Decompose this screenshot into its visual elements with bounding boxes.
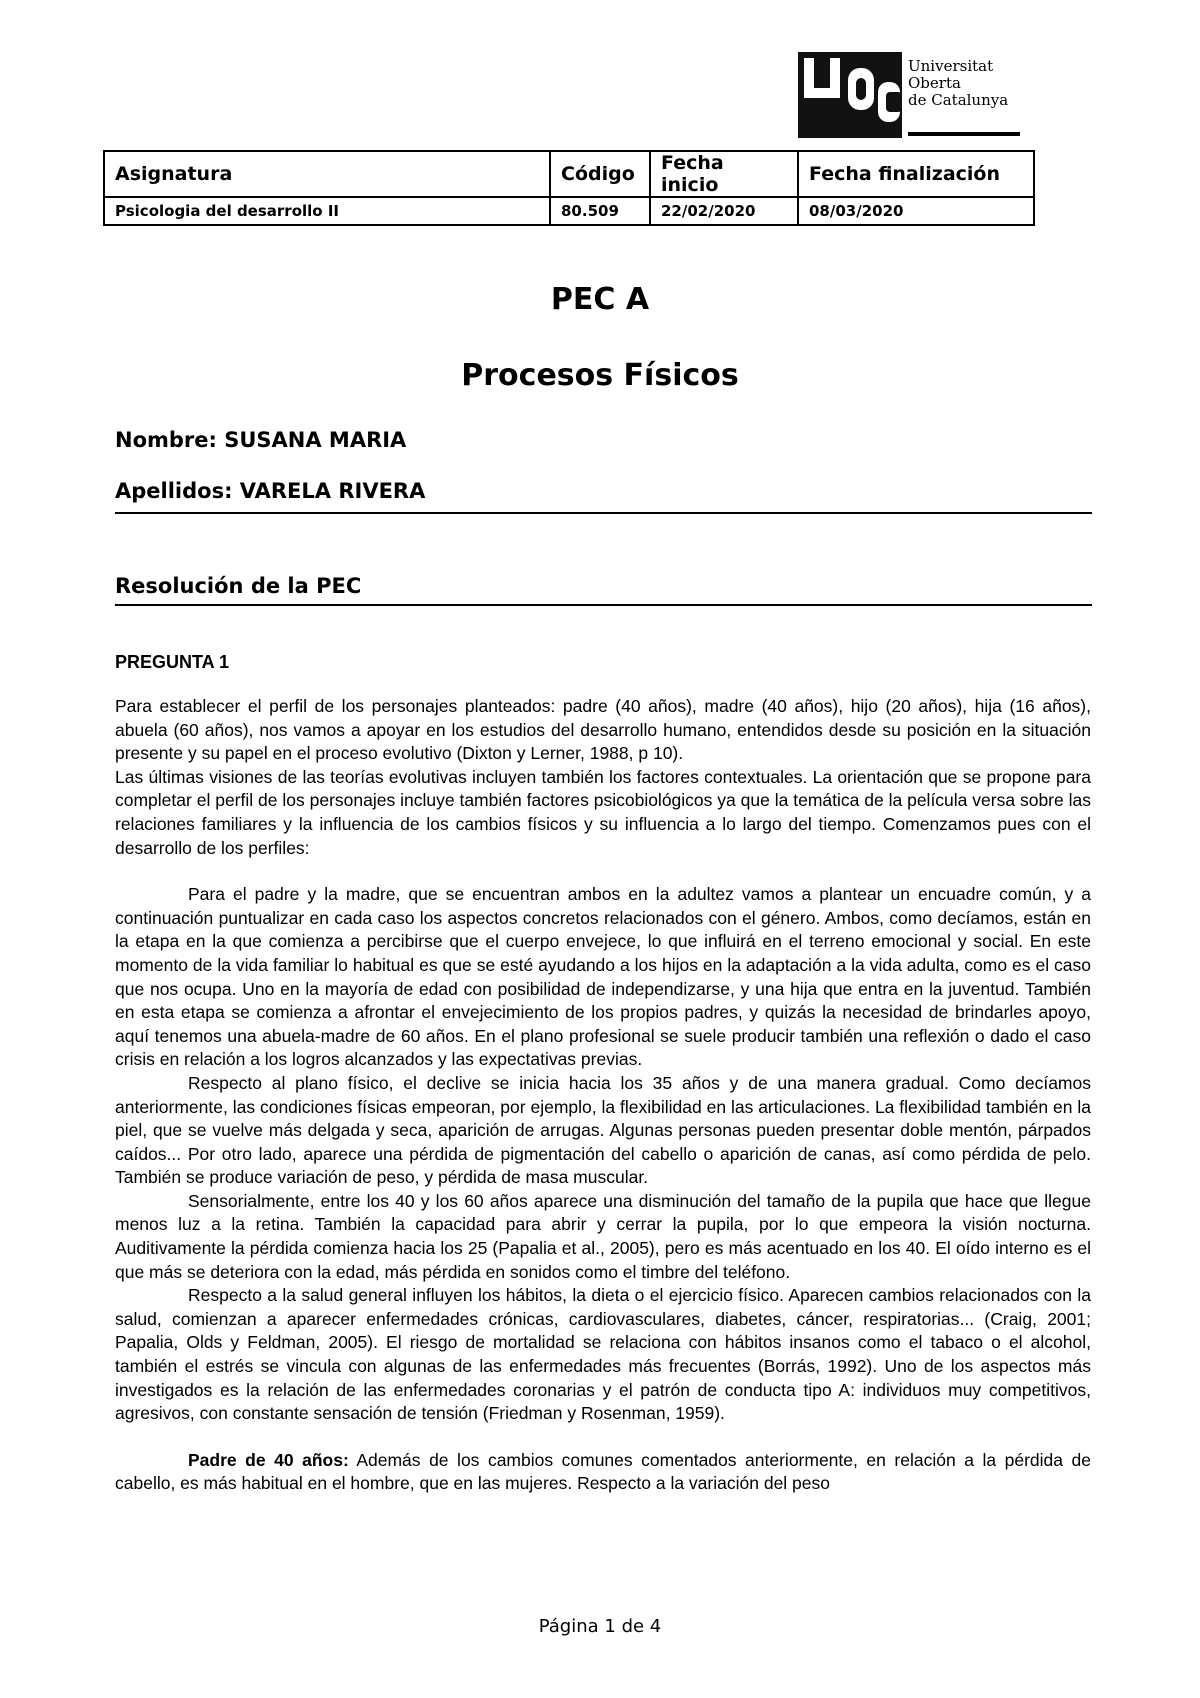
question-title: PREGUNTA 1: [115, 652, 230, 672]
paragraph: Para el padre y la madre, que se encuentran ambos en la adultez vamos a plantear un encuadre común, y a continuación puntualizar en cada caso los aspectos concretos relacionados con el género. Ambos, como decíamos, están en la etapa en la que comienza a percibirse que el cuerpo envejece, lo que influirá en el terreno emocional y social. En este momento de la vida familiar lo habitual es que se esté ayudando a los hijos en la adaptación a la vida adulta, como es el caso que nos ocupa. Uno en la mayoría de edad con posibilidad de independizarse, y una hija que entra en la juventud. También en esta etapa se comienza a afrontar el envejecimiento de los propios padres, y quizás la necesidad de brindarles apoyo, aquí tenemos una abuela-madre de 60 años. En el plano profesional se suele producir también una reflexión o dado el caso crisis en relación a los logros alcanzados y las expectativas previas.: [115, 884, 1091, 1070]
page-subtitle: Procesos Físicos: [461, 358, 739, 393]
table-row: [104, 197, 1034, 225]
page-title: PEC A: [550, 282, 650, 317]
logo-wordmark: [908, 58, 1008, 109]
header-codigo: Código: [550, 151, 650, 197]
paragraph-text: Además de los cambios comunes comentados anteriormente, en relación a la pérdida de cabello, es más habitual en el hombre, que en las mujeres. Respecto a la variación del peso: [115, 1449, 1091, 1494]
paragraph: Las últimas visiones de las teorías evolutivas incluyen también los factores contextuales. La orientación que se propone para completar el perfil de los personajes incluye también factores psicobiológicos ya que la temática de la película versa sobre las relaciones familiares y la influencia de los cambios físicos y su influencia a lo largo del tiempo. Comenzamos pues con el desarrollo de los perfiles:: [115, 766, 1091, 858]
paragraph: Para establecer el perfil de los personajes planteados: padre (40 años), madre (40 años), hijo (20 años), hija (16 años), abuela (60 años), nos vamos a apoyar en los estudios del desarrollo humano, entendidos desde su posición en la situación presente y su papel en el proceso evolutivo (Dixton y Lerner, 1988, p 10).: [115, 696, 1091, 764]
header-asignatura: Asignatura: [104, 151, 550, 197]
uoc-logo-mark: [798, 52, 904, 138]
table-header-row: [104, 151, 1034, 197]
paragraph: Sensorialmente, entre los 40 y los 60 años aparece una disminución del tamaño de la pupila que hace que llegue menos luz a la retina. También la capacidad para abrir y cerrar la pupila, por lo que empeora la visión nocturna. Auditivamente la pérdida comienza hacia los 25 (Papalia et al., 2005), pero es más acentuado en los 40. El oído interno es el que más se deteriora con la edad, más pérdida en sonidos como el timbre del teléfono.: [115, 1190, 1091, 1282]
cell-fecha-finalizacion: 08/03/2020: [798, 197, 1034, 225]
divider: [115, 512, 1092, 514]
logo-line-3: de Catalunya: [908, 91, 1009, 109]
body-text: [115, 695, 1091, 1496]
paragraph-lead: Padre de 40 años:: [188, 1449, 349, 1470]
logo-line-2: Oberta: [908, 74, 961, 92]
paragraph: [115, 1449, 1091, 1496]
uoc-logo: [798, 52, 1020, 138]
logo-underline: [908, 132, 1020, 136]
paragraph: Respecto a la salud general influyen los hábitos, la dieta o el ejercicio físico. Aparecen cambios relacionados con la salud, comienzan a aparecer enfermedades crónicas, cardiovasculares, diabetes, cáncer, respiratorias... (Craig, 2001; Papalia, Olds y Feldman, 2005). El riesgo de mortalidad se relaciona con hábitos insanos como el tabaco o el alcohol, también el estrés se vincula con algunas de las enfermedades más frecuentes (Borrás, 1992). Uno de los aspectos más investigados es la relación de las enfermedades coronarias y el patrón de conducta tipo A: individuos muy competitivos, agresivos, con constante sensación de tensión (Friedman y Rosenman, 1959).: [115, 1285, 1091, 1424]
header-fecha-inicio: Fecha inicio: [650, 151, 798, 197]
cell-codigo: 80.509: [550, 197, 650, 225]
paragraph: Respecto al plano físico, el declive se inicia hacia los 35 años y de una manera gradual. Como decíamos anteriormente, las condiciones físicas empeoran, por ejemplo, la flexibilidad en las articulaciones. La flexibilidad también en la piel, que se vuelve más delgada y seca, aparición de arrugas. Algunas personas pueden presentar doble mentón, párpados caídos... Por otro lado, aparece una pérdida de pigmentación del cabello o aparición de canas, así como pérdida de pelo. También se produce variación de peso, y pérdida de masa muscular.: [115, 1072, 1091, 1188]
header-fecha-finalizacion: Fecha finalización: [798, 151, 1034, 197]
logo-line-1: Universitat: [908, 57, 994, 75]
course-info-table: [103, 150, 1035, 226]
page-number: Página 1 de 4: [538, 1616, 662, 1637]
cell-fecha-inicio: 22/02/2020: [650, 197, 798, 225]
section-heading: Resolución de la PEC: [115, 574, 362, 598]
divider: [115, 604, 1092, 606]
cell-asignatura: Psicologia del desarrollo II: [104, 197, 550, 225]
nombre-field: Nombre: SUSANA MARIA: [115, 428, 407, 452]
apellidos-field: Apellidos: VARELA RIVERA: [115, 479, 426, 503]
